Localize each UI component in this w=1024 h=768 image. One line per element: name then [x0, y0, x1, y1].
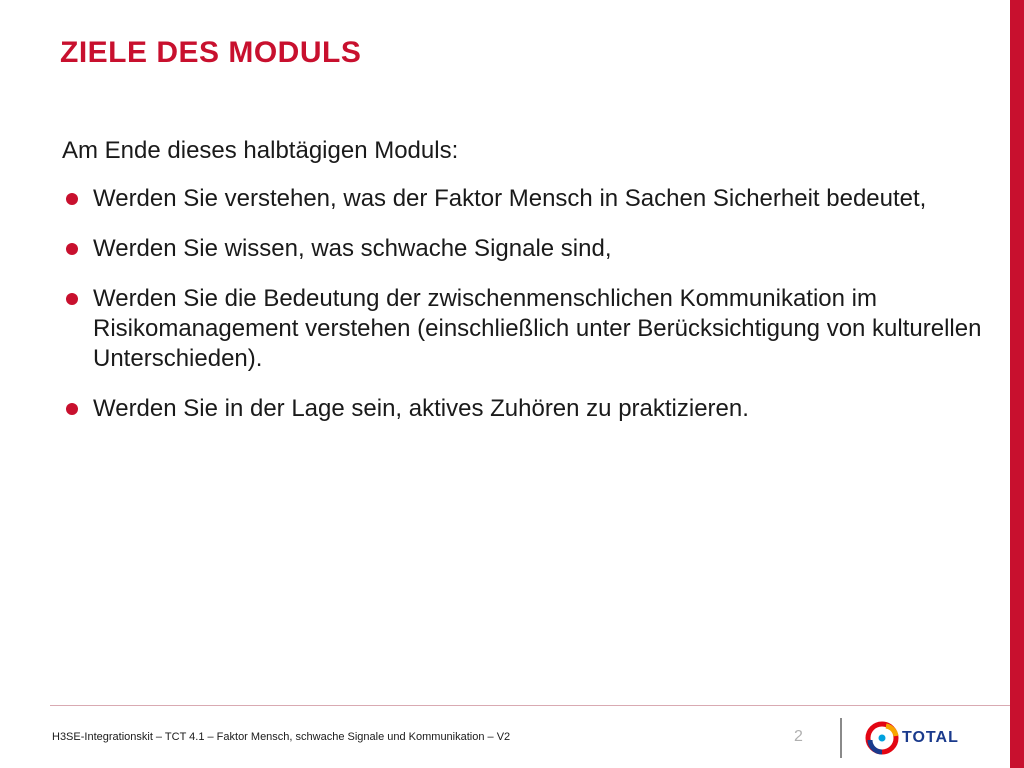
page-number: 2 [794, 728, 803, 745]
list-item-text: Werden Sie in der Lage sein, aktives Zuhören zu praktizieren. [93, 395, 749, 422]
total-logo [864, 720, 974, 756]
footer-text: H3SE-Integrationskit – TCT 4.1 – Faktor Mensch, schwache Signale und Kommunikation – V2 [52, 731, 511, 743]
bullet-dot-icon [66, 293, 78, 305]
bullet-dot-icon [66, 403, 78, 415]
total-logo-icon [864, 720, 900, 756]
list-item [62, 284, 982, 374]
list-item-text: Werden Sie wissen, was schwache Signale sind, [93, 235, 612, 262]
list-item-text: Werden Sie verstehen, was der Faktor Mensch in Sachen Sicherheit bedeutet, [93, 185, 927, 212]
bullet-dot-icon [66, 243, 78, 255]
footer-divider [50, 705, 1010, 706]
list-item [62, 184, 982, 214]
list-item [62, 234, 982, 264]
slide-title: ZIELE DES MODULS [60, 36, 362, 69]
accent-side-bar [1010, 0, 1024, 768]
bullet-dot-icon [66, 193, 78, 205]
logo-wordmark: TOTAL [902, 729, 959, 746]
objectives-list [62, 184, 982, 444]
list-item [62, 394, 982, 424]
list-item-text: Werden Sie die Bedeutung der zwischenmenschlichen Kommunikation im Risikomanagement verstehen (einschließlich unter Berücksichtigung von kulturellen Unterschieden). [93, 285, 982, 372]
footer-separator [840, 718, 842, 758]
intro-text: Am Ende dieses halbtägigen Moduls: [62, 137, 459, 164]
